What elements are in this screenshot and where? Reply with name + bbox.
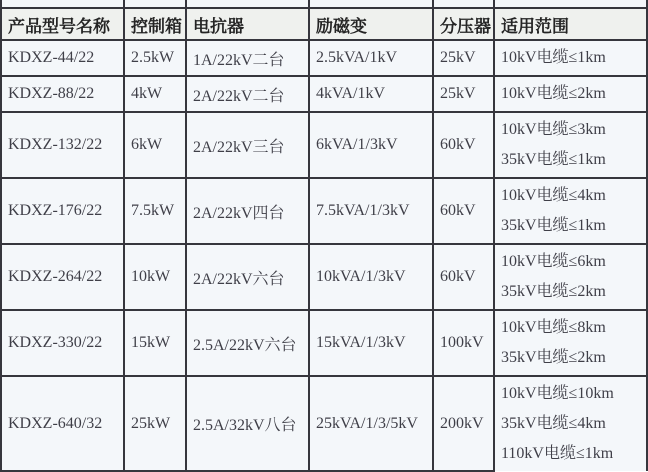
- cell-voltage-divider: 60kV: [433, 178, 494, 244]
- table-row: [1, 112, 647, 178]
- table-row: [1, 40, 647, 76]
- range-line: 10kV电缆≤2km: [501, 85, 606, 102]
- cell-voltage-divider: 200kV: [433, 376, 494, 471]
- cell-control-box: 10kW: [124, 244, 186, 310]
- range-line: 10kV电缆≤8km: [501, 319, 606, 336]
- cell-control-box: 6kW: [124, 112, 186, 178]
- cell-reactor: 2A/22kV二台: [186, 76, 309, 112]
- range-line: 10kV电缆≤3km: [501, 121, 606, 138]
- range-line: 35kV电缆≤4km: [501, 415, 606, 432]
- header-reactor: 电抗器: [186, 8, 309, 40]
- stub-cell: [309, 0, 433, 8]
- cell-excitation: 15kVA/1/3kV: [309, 310, 433, 376]
- header-applicable-range: 适用范围: [494, 8, 647, 40]
- range-line: 10kV电缆≤6km: [501, 253, 606, 270]
- range-line: 110kV电缆≤1km: [501, 445, 614, 462]
- range-line: 35kV电缆≤1km: [501, 151, 606, 168]
- cell-excitation: 6kVA/1/3kV: [309, 112, 433, 178]
- cell-applicable-range: [494, 310, 647, 376]
- cell-model: KDXZ-176/22: [1, 178, 124, 244]
- cell-model: KDXZ-132/22: [1, 112, 124, 178]
- cell-applicable-range: [494, 244, 647, 310]
- cell-model: KDXZ-264/22: [1, 244, 124, 310]
- cell-model: KDXZ-330/22: [1, 310, 124, 376]
- cell-voltage-divider: 60kV: [433, 244, 494, 310]
- cell-reactor: 1A/22kV二台: [186, 40, 309, 76]
- cell-reactor: 2.5A/32kV八台: [186, 376, 309, 471]
- cell-applicable-range: [494, 376, 647, 471]
- cell-model: KDXZ-640/32: [1, 376, 124, 471]
- range-line: 10kV电缆≤4km: [501, 187, 606, 204]
- table-row: [1, 244, 647, 310]
- cell-control-box: 7.5kW: [124, 178, 186, 244]
- header-control-box: 控制箱: [124, 8, 186, 40]
- cell-excitation: 25kVA/1/3/5kV: [309, 376, 433, 471]
- cell-applicable-range: [494, 76, 647, 112]
- cell-control-box: 4kW: [124, 76, 186, 112]
- stub-cell: [186, 0, 309, 8]
- cell-reactor: 2A/22kV六台: [186, 244, 309, 310]
- cell-excitation: 10kVA/1/3kV: [309, 244, 433, 310]
- cell-control-box: 2.5kW: [124, 40, 186, 76]
- range-line: 35kV电缆≤2km: [501, 349, 606, 366]
- table-row: [1, 178, 647, 244]
- cell-voltage-divider: 100kV: [433, 310, 494, 376]
- stub-cell: [124, 0, 186, 8]
- cell-applicable-range: [494, 40, 647, 76]
- header-voltage-divider: 分压器: [433, 8, 494, 40]
- range-line: 35kV电缆≤2km: [501, 283, 606, 300]
- table-body: [1, 0, 647, 471]
- range-line: 10kV电缆≤1km: [501, 49, 606, 66]
- range-line: 10kV电缆≤10km: [501, 385, 614, 402]
- table-header-row: [1, 8, 647, 40]
- cell-voltage-divider: 60kV: [433, 112, 494, 178]
- cell-excitation: 2.5kVA/1kV: [309, 40, 433, 76]
- table-row: [1, 310, 647, 376]
- cell-control-box: 15kW: [124, 310, 186, 376]
- cell-voltage-divider: 25kV: [433, 76, 494, 112]
- cell-reactor: 2A/22kV四台: [186, 178, 309, 244]
- cell-applicable-range: [494, 112, 647, 178]
- cell-control-box: 25kW: [124, 376, 186, 471]
- table-row: [1, 76, 647, 112]
- stub-cell: [433, 0, 494, 8]
- cell-voltage-divider: 25kV: [433, 40, 494, 76]
- cell-model: KDXZ-88/22: [1, 76, 124, 112]
- cropped-row-stub: [1, 0, 647, 8]
- header-model: 产品型号名称: [1, 8, 124, 40]
- cell-reactor: 2A/22kV三台: [186, 112, 309, 178]
- cell-excitation: 4kVA/1kV: [309, 76, 433, 112]
- table-row: [1, 376, 647, 471]
- range-line: 35kV电缆≤1km: [501, 217, 606, 234]
- cell-reactor: 2.5A/22kV六台: [186, 310, 309, 376]
- stub-cell: [494, 0, 647, 8]
- stub-cell: [1, 0, 124, 8]
- cell-excitation: 7.5kVA/1/3kV: [309, 178, 433, 244]
- cell-applicable-range: [494, 178, 647, 244]
- header-excitation: 励磁变: [309, 8, 433, 40]
- cell-model: KDXZ-44/22: [1, 40, 124, 76]
